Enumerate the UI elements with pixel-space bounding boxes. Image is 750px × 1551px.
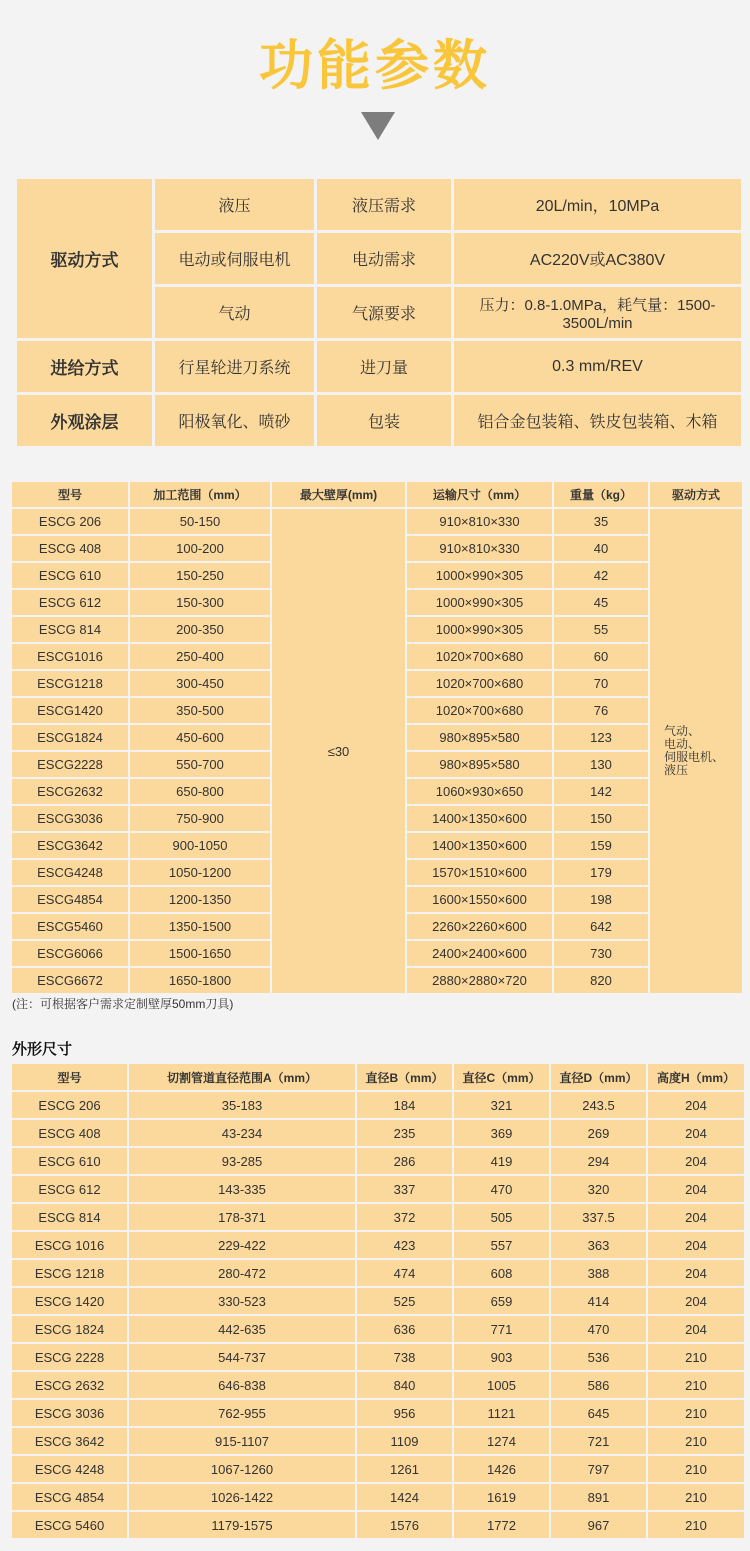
diameter-b-cell: 738 <box>357 1344 452 1370</box>
diameter-b-cell: 636 <box>357 1316 452 1342</box>
shipping-size-cell: 1060×930×650 <box>407 779 552 804</box>
model-cell: ESCG 610 <box>12 1148 127 1174</box>
shipping-size-cell: 1020×700×680 <box>407 644 552 669</box>
model-cell: ESCG5460 <box>12 914 128 939</box>
cut-range-cell: 915-1107 <box>129 1428 355 1454</box>
model-cell: ESCG 206 <box>12 1092 127 1118</box>
cut-range-cell: 35-183 <box>129 1092 355 1118</box>
table-row <box>12 1120 744 1146</box>
diameter-c-cell: 1005 <box>454 1372 549 1398</box>
model-table <box>10 480 744 995</box>
weight-cell: 730 <box>554 941 648 966</box>
weight-cell: 642 <box>554 914 648 939</box>
feed-req-label: 进刀量 <box>317 341 451 392</box>
diameter-b-cell: 235 <box>357 1120 452 1146</box>
feed-label: 进给方式 <box>17 341 152 392</box>
diameter-b-cell: 1109 <box>357 1428 452 1454</box>
header-cell: 切割管道直径范围A（mm） <box>129 1064 355 1090</box>
packaging-label: 包装 <box>317 395 451 446</box>
shipping-size-cell: 1400×1350×600 <box>407 806 552 831</box>
model-cell: ESCG 408 <box>12 536 128 561</box>
packaging-value: 铝合金包装箱、铁皮包装箱、木箱 <box>454 395 741 446</box>
header-cell: 运输尺寸（mm） <box>407 482 552 507</box>
header-cell: 直径B（mm） <box>357 1064 452 1090</box>
shipping-size-cell: 1570×1510×600 <box>407 860 552 885</box>
model-cell: ESCG 1420 <box>12 1288 127 1314</box>
header-cell: 型号 <box>12 1064 127 1090</box>
diameter-d-cell: 269 <box>551 1120 646 1146</box>
model-cell: ESCG4248 <box>12 860 128 885</box>
table-row <box>12 1344 744 1370</box>
model-cell: ESCG 408 <box>12 1120 127 1146</box>
model-cell: ESCG 5460 <box>12 1512 127 1538</box>
diameter-d-cell: 294 <box>551 1148 646 1174</box>
weight-cell: 55 <box>554 617 648 642</box>
table-row <box>12 1512 744 1538</box>
diameter-d-cell: 243.5 <box>551 1092 646 1118</box>
header-cell: 驱动方式 <box>650 482 742 507</box>
diameter-c-cell: 321 <box>454 1092 549 1118</box>
model-cell: ESCG 1824 <box>12 1316 127 1342</box>
diameter-c-cell: 1426 <box>454 1456 549 1482</box>
weight-cell: 130 <box>554 752 648 777</box>
weight-cell: 123 <box>554 725 648 750</box>
dims-table <box>10 1062 746 1540</box>
diameter-d-cell: 797 <box>551 1456 646 1482</box>
table-row <box>12 1456 744 1482</box>
diameter-b-cell: 956 <box>357 1400 452 1426</box>
header-cell: 直径D（mm） <box>551 1064 646 1090</box>
model-cell: ESCG 3036 <box>12 1400 127 1426</box>
table-row <box>12 1288 744 1314</box>
diameter-d-cell: 337.5 <box>551 1204 646 1230</box>
height-cell: 210 <box>648 1344 744 1370</box>
model-cell: ESCG 610 <box>12 563 128 588</box>
model-cell: ESCG 1218 <box>12 1260 127 1286</box>
weight-cell: 70 <box>554 671 648 696</box>
cut-range-cell: 330-523 <box>129 1288 355 1314</box>
cut-range-cell: 646-838 <box>129 1372 355 1398</box>
max-wall-cell: ≤30 <box>272 509 405 993</box>
range-cell: 900-1050 <box>130 833 270 858</box>
header-cell: 高度H（mm） <box>648 1064 744 1090</box>
header-cell: 最大壁厚(mm) <box>272 482 405 507</box>
model-cell: ESCG 814 <box>12 617 128 642</box>
range-cell: 1050-1200 <box>130 860 270 885</box>
diameter-c-cell: 470 <box>454 1176 549 1202</box>
range-cell: 1650-1800 <box>130 968 270 993</box>
diameter-d-cell: 586 <box>551 1372 646 1398</box>
cut-range-cell: 544-737 <box>129 1344 355 1370</box>
model-cell: ESCG4854 <box>12 887 128 912</box>
diameter-b-cell: 372 <box>357 1204 452 1230</box>
cut-range-cell: 442-635 <box>129 1316 355 1342</box>
range-cell: 750-900 <box>130 806 270 831</box>
model-cell: ESCG3642 <box>12 833 128 858</box>
table-row <box>12 1232 744 1258</box>
model-cell: ESCG1016 <box>12 644 128 669</box>
model-cell: ESCG 612 <box>12 590 128 615</box>
table-row <box>12 1148 744 1174</box>
weight-cell: 76 <box>554 698 648 723</box>
height-cell: 204 <box>648 1260 744 1286</box>
table-row <box>12 1260 744 1286</box>
shipping-size-cell: 910×810×330 <box>407 536 552 561</box>
shipping-size-cell: 1000×990×305 <box>407 590 552 615</box>
weight-cell: 179 <box>554 860 648 885</box>
dims-table-header <box>12 1064 744 1090</box>
range-cell: 650-800 <box>130 779 270 804</box>
height-cell: 204 <box>648 1176 744 1202</box>
diameter-b-cell: 474 <box>357 1260 452 1286</box>
shipping-size-cell: 1000×990×305 <box>407 563 552 588</box>
height-cell: 210 <box>648 1372 744 1398</box>
weight-cell: 142 <box>554 779 648 804</box>
requirement-label: 气源要求 <box>317 287 451 338</box>
table-row <box>12 1316 744 1342</box>
model-cell: ESCG2632 <box>12 779 128 804</box>
range-cell: 1350-1500 <box>130 914 270 939</box>
diameter-d-cell: 388 <box>551 1260 646 1286</box>
requirement-value: AC220V或AC380V <box>454 233 741 284</box>
model-cell: ESCG2228 <box>12 752 128 777</box>
diameter-c-cell: 771 <box>454 1316 549 1342</box>
diameter-d-cell: 536 <box>551 1344 646 1370</box>
diameter-c-cell: 1619 <box>454 1484 549 1510</box>
height-cell: 210 <box>648 1484 744 1510</box>
table-row <box>12 509 742 534</box>
coating-type: 阳极氧化、喷砂 <box>155 395 314 446</box>
weight-cell: 35 <box>554 509 648 534</box>
weight-cell: 159 <box>554 833 648 858</box>
cut-range-cell: 93-285 <box>129 1148 355 1174</box>
cut-range-cell: 178-371 <box>129 1204 355 1230</box>
page-title: 功能参数 <box>259 34 491 97</box>
table-row <box>12 1176 744 1202</box>
shipping-size-cell: 980×895×580 <box>407 752 552 777</box>
diameter-c-cell: 557 <box>454 1232 549 1258</box>
model-cell: ESCG 4248 <box>12 1456 127 1482</box>
drive-label: 驱动方式 <box>17 179 152 338</box>
range-cell: 50-150 <box>130 509 270 534</box>
cut-range-cell: 1179-1575 <box>129 1512 355 1538</box>
diameter-d-cell: 320 <box>551 1176 646 1202</box>
range-cell: 1200-1350 <box>130 887 270 912</box>
range-cell: 200-350 <box>130 617 270 642</box>
weight-cell: 820 <box>554 968 648 993</box>
model-cell: ESCG6066 <box>12 941 128 966</box>
requirement-value: 20L/min，10MPa <box>454 179 741 230</box>
range-cell: 150-250 <box>130 563 270 588</box>
spec-table <box>14 176 744 449</box>
diameter-c-cell: 659 <box>454 1288 549 1314</box>
diameter-d-cell: 414 <box>551 1288 646 1314</box>
diameter-d-cell: 891 <box>551 1484 646 1510</box>
cut-range-cell: 1067-1260 <box>129 1456 355 1482</box>
range-cell: 250-400 <box>130 644 270 669</box>
header-cell: 直径C（mm） <box>454 1064 549 1090</box>
model-cell: ESCG 612 <box>12 1176 127 1202</box>
model-cell: ESCG 206 <box>12 509 128 534</box>
diameter-c-cell: 505 <box>454 1204 549 1230</box>
cut-range-cell: 229-422 <box>129 1232 355 1258</box>
shipping-size-cell: 2260×2260×600 <box>407 914 552 939</box>
drive-cell: 气动、 电动、 伺服电机、 液压 <box>650 509 742 993</box>
weight-cell: 150 <box>554 806 648 831</box>
cut-range-cell: 1026-1422 <box>129 1484 355 1510</box>
header-cell: 型号 <box>12 482 128 507</box>
shipping-size-cell: 1020×700×680 <box>407 671 552 696</box>
range-cell: 1500-1650 <box>130 941 270 966</box>
diameter-c-cell: 1274 <box>454 1428 549 1454</box>
diameter-b-cell: 423 <box>357 1232 452 1258</box>
header-cell: 加工范围（mm） <box>130 482 270 507</box>
diameter-b-cell: 525 <box>357 1288 452 1314</box>
table-row <box>12 1484 744 1510</box>
range-cell: 450-600 <box>130 725 270 750</box>
diameter-b-cell: 1576 <box>357 1512 452 1538</box>
range-cell: 550-700 <box>130 752 270 777</box>
height-cell: 210 <box>648 1456 744 1482</box>
model-cell: ESCG 1016 <box>12 1232 127 1258</box>
table-row <box>12 1092 744 1118</box>
weight-cell: 40 <box>554 536 648 561</box>
range-cell: 350-500 <box>130 698 270 723</box>
model-cell: ESCG 2632 <box>12 1372 127 1398</box>
shipping-size-cell: 2400×2400×600 <box>407 941 552 966</box>
shipping-size-cell: 980×895×580 <box>407 725 552 750</box>
range-cell: 150-300 <box>130 590 270 615</box>
model-cell: ESCG1218 <box>12 671 128 696</box>
table-row <box>12 1372 744 1398</box>
model-cell: ESCG6672 <box>12 968 128 993</box>
table-note: (注：可根据客户需求定制壁厚50mm刀具) <box>12 997 234 1011</box>
weight-cell: 45 <box>554 590 648 615</box>
cut-range-cell: 280-472 <box>129 1260 355 1286</box>
model-cell: ESCG1824 <box>12 725 128 750</box>
height-cell: 210 <box>648 1512 744 1538</box>
shipping-size-cell: 910×810×330 <box>407 509 552 534</box>
diameter-c-cell: 608 <box>454 1260 549 1286</box>
table-row <box>12 1400 744 1426</box>
diameter-b-cell: 840 <box>357 1372 452 1398</box>
shipping-size-cell: 1020×700×680 <box>407 698 552 723</box>
dims-section-title: 外形尺寸 <box>12 1041 73 1058</box>
cut-range-cell: 143-335 <box>129 1176 355 1202</box>
height-cell: 210 <box>648 1400 744 1426</box>
height-cell: 204 <box>648 1232 744 1258</box>
height-cell: 210 <box>648 1428 744 1454</box>
diameter-d-cell: 721 <box>551 1428 646 1454</box>
height-cell: 204 <box>648 1120 744 1146</box>
height-cell: 204 <box>648 1148 744 1174</box>
drive-type: 电动或伺服电机 <box>155 233 314 284</box>
model-cell: ESCG 3642 <box>12 1428 127 1454</box>
diameter-b-cell: 337 <box>357 1176 452 1202</box>
diameter-c-cell: 1772 <box>454 1512 549 1538</box>
diameter-b-cell: 184 <box>357 1092 452 1118</box>
diameter-b-cell: 286 <box>357 1148 452 1174</box>
diameter-d-cell: 645 <box>551 1400 646 1426</box>
diameter-c-cell: 1121 <box>454 1400 549 1426</box>
height-cell: 204 <box>648 1092 744 1118</box>
height-cell: 204 <box>648 1204 744 1230</box>
shipping-size-cell: 1600×1550×600 <box>407 887 552 912</box>
table-row <box>12 1204 744 1230</box>
model-cell: ESCG 4854 <box>12 1484 127 1510</box>
shipping-size-cell: 1000×990×305 <box>407 617 552 642</box>
range-cell: 100-200 <box>130 536 270 561</box>
feed-req-value: 0.3 mm/REV <box>454 341 741 392</box>
cut-range-cell: 43-234 <box>129 1120 355 1146</box>
table-row <box>12 1428 744 1454</box>
shipping-size-cell: 1400×1350×600 <box>407 833 552 858</box>
model-table-header <box>12 482 742 507</box>
diameter-d-cell: 363 <box>551 1232 646 1258</box>
height-cell: 204 <box>648 1316 744 1342</box>
weight-cell: 198 <box>554 887 648 912</box>
diameter-b-cell: 1424 <box>357 1484 452 1510</box>
diameter-d-cell: 967 <box>551 1512 646 1538</box>
weight-cell: 42 <box>554 563 648 588</box>
diameter-b-cell: 1261 <box>357 1456 452 1482</box>
model-cell: ESCG3036 <box>12 806 128 831</box>
diameter-c-cell: 903 <box>454 1344 549 1370</box>
weight-cell: 60 <box>554 644 648 669</box>
diameter-c-cell: 369 <box>454 1120 549 1146</box>
header-cell: 重量（kg） <box>554 482 648 507</box>
feed-type: 行星轮进刀系统 <box>155 341 314 392</box>
drive-type: 液压 <box>155 179 314 230</box>
diameter-c-cell: 419 <box>454 1148 549 1174</box>
coating-label: 外观涂层 <box>17 395 152 446</box>
down-arrow-icon <box>361 112 395 140</box>
height-cell: 204 <box>648 1288 744 1314</box>
requirement-label: 电动需求 <box>317 233 451 284</box>
model-cell: ESCG1420 <box>12 698 128 723</box>
requirement-value: 压力：0.8-1.0MPa，耗气量：1500-3500L/min <box>454 287 741 338</box>
shipping-size-cell: 2880×2880×720 <box>407 968 552 993</box>
cut-range-cell: 762-955 <box>129 1400 355 1426</box>
drive-type: 气动 <box>155 287 314 338</box>
requirement-label: 液压需求 <box>317 179 451 230</box>
model-cell: ESCG 814 <box>12 1204 127 1230</box>
range-cell: 300-450 <box>130 671 270 696</box>
diameter-d-cell: 470 <box>551 1316 646 1342</box>
model-cell: ESCG 2228 <box>12 1344 127 1370</box>
